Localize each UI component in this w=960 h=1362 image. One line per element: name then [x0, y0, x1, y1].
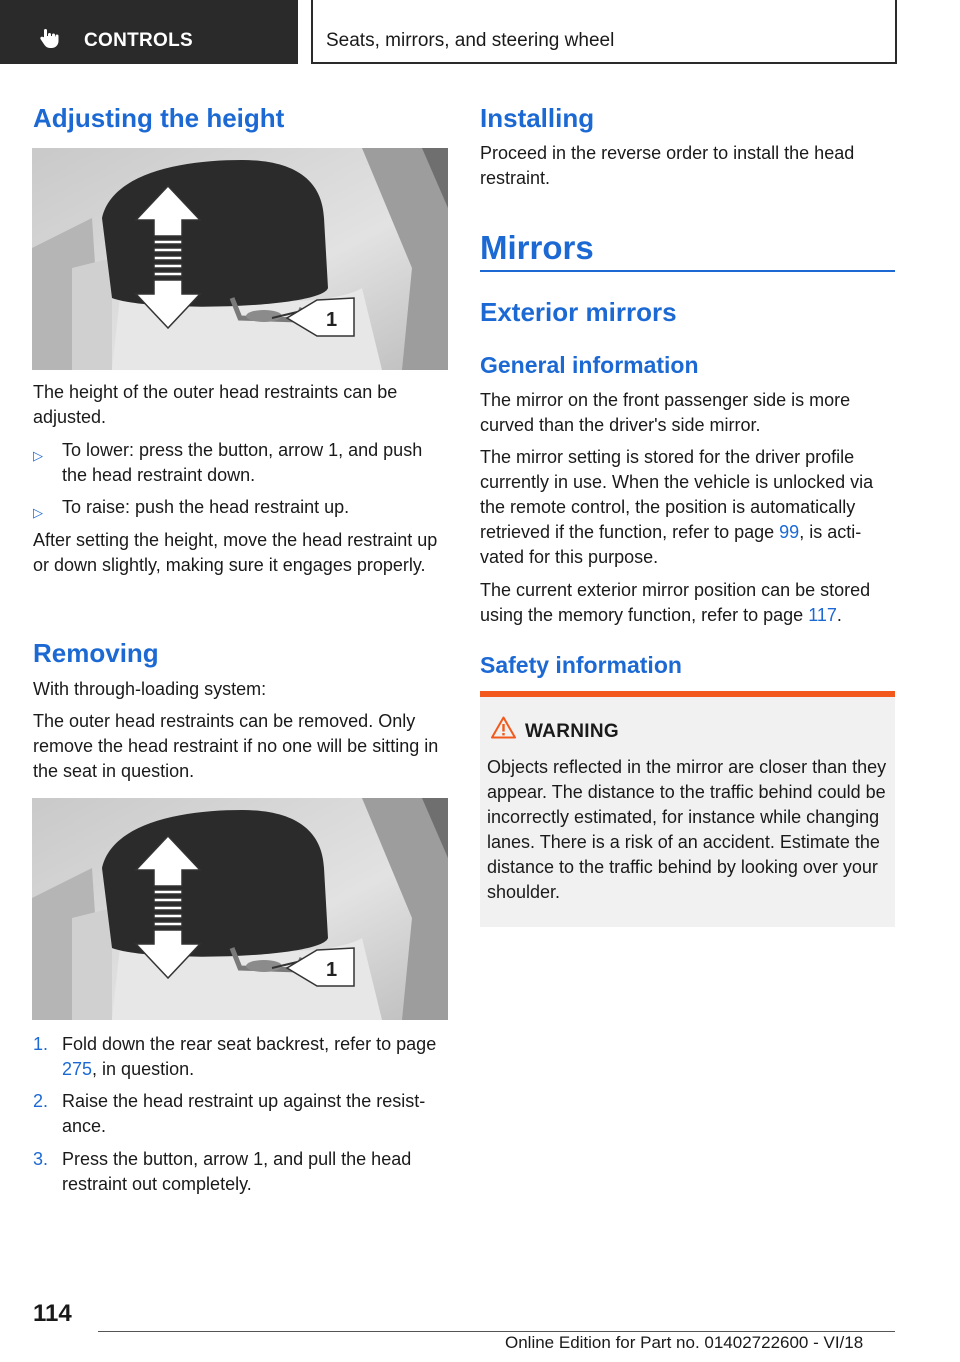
step-number: 3.: [33, 1149, 49, 1169]
warning-box: [480, 691, 895, 927]
hand-pointer-icon: [38, 26, 62, 50]
figure-callout-1: 1: [326, 309, 338, 331]
warning-title: WARNING: [525, 721, 619, 742]
list-item: [33, 1147, 449, 1197]
page-number: 114: [33, 1300, 72, 1327]
heading-mirrors: Mirrors: [480, 229, 594, 266]
page-link-117[interactable]: 117: [808, 605, 837, 625]
paragraph-memory-function: [480, 578, 895, 628]
list-item: [33, 438, 449, 488]
head-restraint-figure-removing: [32, 798, 448, 1020]
heading-general-information: General information: [480, 352, 699, 378]
step-text: Raise the head restraint up against the resistance.: [62, 1091, 426, 1136]
heading-installing: Installing: [480, 103, 595, 133]
head-restraint-figure-height: [32, 148, 448, 370]
paragraph-outer-removed: The outer head restraints can be removed. Only remove the head restraint if no one will be sitting in the seat in question.: [33, 711, 439, 781]
paragraph-text-part: , is activated for this purpose.: [480, 522, 862, 567]
paragraph-after-setting: After setting the height, move the head restraint up or down slightly, making sure it engages properly.: [33, 530, 438, 575]
paragraph-text-part: The current exterior mirror position can be stored using the memory function, refer to page: [480, 580, 871, 625]
chapter-title: Seats, mirrors, and steering wheel: [326, 30, 615, 51]
paragraph-height-adjustable: The height of the outer head restraints can be adjusted.: [33, 382, 398, 427]
list-item: [33, 1032, 449, 1082]
paragraph-installing: Proceed in the reverse order to install the head restraint.: [480, 143, 855, 188]
step-number: 1.: [33, 1034, 49, 1054]
paragraph-text-part: The mirror setting is stored for the driver profile currently in use. When the vehicle is unlocked via the remote control, the position is automatically retrieved if the function, refer to page: [480, 447, 874, 542]
footer-edition: Online Edition for Part no. 01402722600 - VI/18: [505, 1333, 864, 1352]
paragraph-text-part: .: [836, 605, 842, 625]
step-text-part: , in question.: [92, 1059, 195, 1079]
warning-triangle-icon: [491, 716, 516, 739]
step-text: [62, 1032, 452, 1082]
chapter-title-box: [311, 0, 897, 64]
paragraph-through-loading: With through-loading system:: [33, 679, 267, 699]
section-tab: [0, 0, 298, 64]
paragraph-mirror-setting: [480, 445, 895, 570]
section-tab-label: CONTROLS: [84, 30, 194, 51]
head-restraint-illustration: [32, 798, 448, 1020]
warning-text: Objects reflected in the mirror are closer than they appear. The distance to the traffic behind could be incorrectly estimated, for instance while changing lanes. There is a risk of an accident. Estimate the distance to the traffic behind by looking over your shoulder.: [487, 757, 887, 902]
step-number: 2.: [33, 1091, 49, 1111]
step-text: Press the button, arrow 1, and pull the head restraint out completely.: [62, 1149, 412, 1194]
paragraph-curved-mirror: The mirror on the front passenger side is more curved than the driver's side mirror.: [480, 390, 851, 435]
list-item: [33, 495, 449, 520]
figure-callout-1: 1: [326, 959, 338, 981]
section-rule: [480, 270, 895, 272]
bullet-text-lower: To lower: press the button, arrow 1, and push the head restraint down.: [62, 440, 423, 485]
triangle-bullet-icon: ▷: [33, 505, 43, 520]
page-link-99[interactable]: 99: [779, 522, 800, 542]
heading-adjusting-height: Adjusting the height: [33, 103, 285, 133]
head-restraint-illustration: [32, 148, 448, 370]
triangle-bullet-icon: ▷: [33, 448, 43, 463]
footer-divider: [98, 1331, 895, 1332]
step-text-part: Fold down the rear seat backrest, refer to page: [62, 1034, 437, 1054]
heading-safety-information: Safety information: [480, 652, 682, 678]
heading-removing: Removing: [33, 638, 159, 668]
heading-exterior-mirrors: Exterior mirrors: [480, 297, 677, 327]
list-item: [33, 1089, 449, 1139]
bullet-text-raise: To raise: push the head restraint up.: [62, 497, 350, 517]
page-header: [0, 0, 960, 66]
page-link-275[interactable]: 275: [62, 1059, 93, 1079]
